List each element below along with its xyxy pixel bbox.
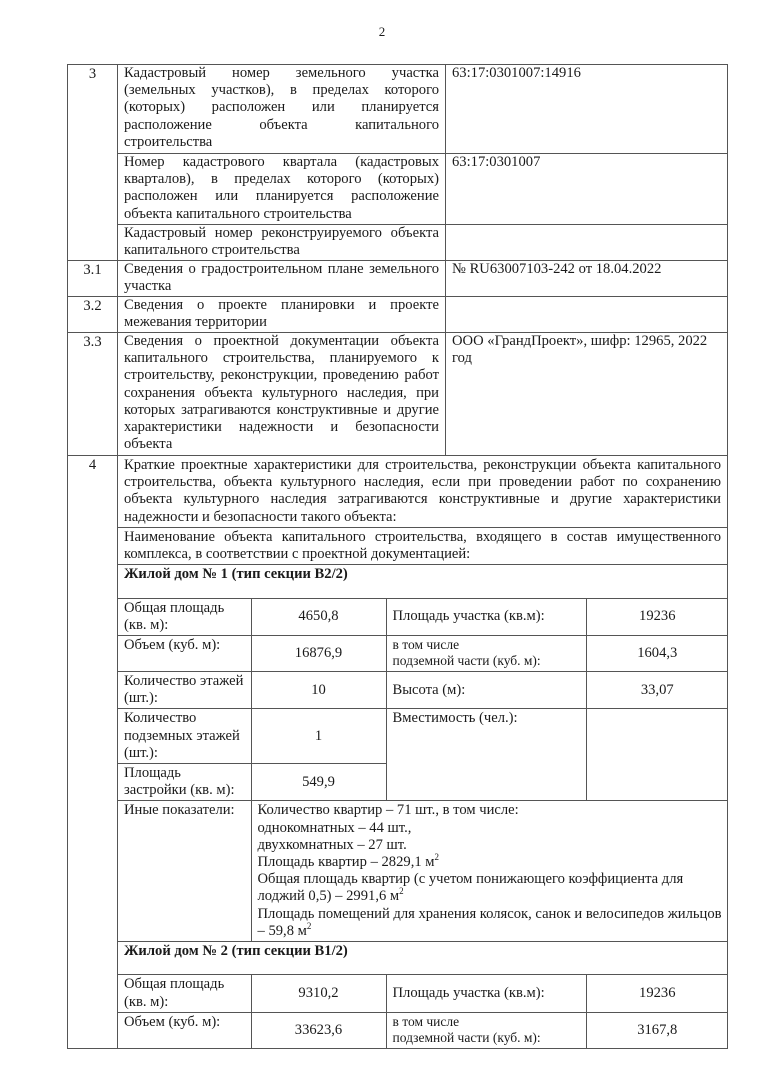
building-title: Жилой дом № 1 (тип секции В2/2) [118,565,728,598]
one-room-count: однокомнатных – 44 шт., [257,819,412,836]
row-number: 3.1 [68,261,118,297]
building-title: Жилой дом № 2 (тип секции В1/2) [118,942,728,975]
volume-label: Объем (куб. м): [118,635,251,671]
building-area-label: Площадь застройки (кв. м): [118,763,251,800]
cadastral-quarter-value: 63:17:0301007 [446,154,728,225]
cadastral-quarter-label: Номер кадастрового квартала (кадастровых кварталов), в пределах которого (которых) расположен или планируется расположение объекта капитального строительства [118,154,446,225]
square-superscript: 2 [399,886,404,897]
capacity-value [586,709,728,801]
underground-volume-label-2: подземной части (куб. м): [392,1029,541,1045]
row-number: 3.3 [68,333,118,456]
building-1-table [118,565,728,942]
table-row [68,65,728,154]
table-row [68,225,728,261]
planning-project-value [446,297,728,333]
section4-intro: Краткие проектные характеристики для строительства, реконструкции объекта капитального строительства, объекта культурного наследия, если при проведении работ по сохранению объекта культурного наследия затрагиваются конструктивные и другие характеристики надежности и безопасности такого объекта: [118,456,727,528]
other-indicators [251,801,728,942]
volume-label: Объем (куб. м): [118,1012,251,1048]
underground-volume-label-1: в том числе [392,1013,460,1029]
storage-area: Площадь помещений для хранения колясок, санок и велосипедов жильцов – 59,8 м [257,905,722,939]
height-value: 33,07 [586,671,728,708]
building-area-value: 549,9 [251,763,386,800]
urban-plan-label: Сведения о градостроительном плане земельного участка [118,261,446,297]
project-docs-label: Сведения о проектной документации объекта капитального строительства, планируемого к строительству, реконструкции, проведению работ сохранения объекта культурного наследия, при которых затрагиваются конструктивные и другие характеристики надежности и безопасности объекта [118,333,446,456]
table-row [68,297,728,333]
reconstructed-object-label: Кадастровый номер реконструируемого объекта капитального строительства [118,225,446,261]
total-area-value: 4650,8 [251,598,386,635]
underground-volume-value: 3167,8 [586,1012,728,1048]
floors-label: Количество этажей (шт.): [118,671,251,708]
square-superscript: 2 [434,852,440,863]
plot-area-value: 19236 [586,598,728,635]
urban-plan-value: № RU63007103-242 от 18.04.2022 [446,261,728,297]
square-superscript: 2 [306,920,312,931]
two-room-count: двухкомнатных – 27 шт. [257,836,407,853]
plot-area-label: Площадь участка (кв.м): [386,598,586,635]
total-area-value: 9310,2 [251,975,386,1012]
table-row [68,154,728,225]
underground-volume-label-1: в том числе [392,636,460,652]
floors-value: 10 [251,671,386,708]
row-number: 3 [68,65,118,261]
underground-volume-label-2: подземной части (куб. м): [392,652,541,668]
row-number: 3.2 [68,297,118,333]
capacity-label: Вместимость (чел.): [386,709,586,801]
row-number: 4 [68,456,118,1049]
apartments-count: Количество квартир – 71 шт., в том числе: [257,802,519,819]
cadastral-plot-value: 63:17:0301007:14916 [446,65,728,154]
underground-floors-label: Количество подземных этажей (шт.): [118,709,251,764]
permit-table [67,64,728,1049]
other-indicators-label: Иные показатели: [118,801,251,942]
underground-volume-value: 1604,3 [586,635,728,671]
page-number: 2 [378,24,386,39]
cadastral-plot-label: Кадастровый номер земельного участка (земельных участков), в пределах которого (которых) расположен или планируется расположение объекта капитального строительства [118,65,446,154]
height-label: Высота (м): [386,671,586,708]
apartments-area: Площадь квартир – 2829,1 м [257,853,435,870]
total-area-label: Общая площадь (кв. м): [118,598,251,635]
planning-project-label: Сведения о проекте планировки и проекте межевания территории [118,297,446,333]
apartments-total-area: Общая площадь квартир (с учетом понижающего коэффициента для лоджий 0,5) – 2991,6 м [257,871,684,905]
table-row [68,456,728,1049]
reconstructed-object-value [446,225,728,261]
volume-value: 16876,9 [251,635,386,671]
project-docs-value: ООО «ГрандПроект», шифр: 12965, 2022 год [446,333,728,456]
plot-area-value: 19236 [586,975,728,1012]
object-name-label: Наименование объекта капитального строительства, входящего в состав имущественного комплекса, в соответствии с проектной документацией: [118,528,727,565]
plot-area-label: Площадь участка (кв.м): [386,975,586,1012]
total-area-label: Общая площадь (кв. м): [118,975,251,1012]
table-row [68,261,728,297]
volume-value: 33623,6 [251,1012,386,1048]
building-2-table [118,942,728,1048]
underground-floors-value: 1 [251,709,386,764]
table-row [68,333,728,456]
